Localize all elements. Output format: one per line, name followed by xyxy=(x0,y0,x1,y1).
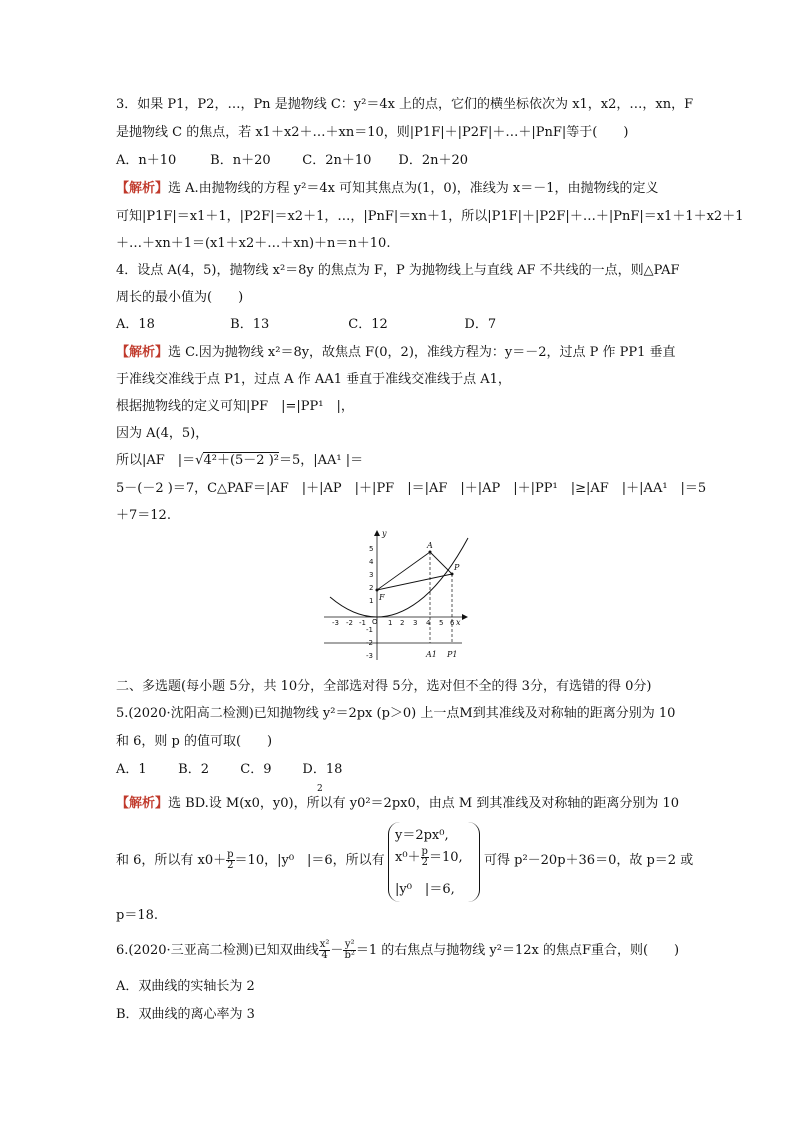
q3-option-c: C．2n＋10 xyxy=(302,153,372,168)
q3-option-d: D．2n＋20 xyxy=(398,153,469,168)
q4-sqrt-expression: 4²＋(5－2 )² xyxy=(203,453,279,468)
y-tick-5: 5 xyxy=(369,545,374,553)
x-tick-neg3: -3 xyxy=(332,619,339,627)
fraction-numerator: x² xyxy=(319,939,330,950)
fraction-numerator: p xyxy=(421,846,428,857)
system-eq2-suffix: ＝10, xyxy=(428,850,463,865)
solution-tag: 【解析】 xyxy=(116,345,169,360)
q6-stem-prefix: 6.(2020·三亚高二检测)已知双曲线 xyxy=(116,943,319,958)
fraction-denominator: b² xyxy=(344,950,355,961)
fraction-y2-over-b2 xyxy=(343,940,355,961)
q3-option-a: A．n＋10 xyxy=(116,153,177,168)
y-tick-3: 3 xyxy=(369,571,374,579)
q5-solution-line1 xyxy=(116,795,679,813)
q4-solution-line6: 5－(－2 )＝7，C△PAF＝|AF |＋|AP |＋|PF |＝|AF |＋|AP |＋|PP¹ |≥|AF |＋|AA¹ |＝5 xyxy=(116,481,707,496)
q3-solution-text1: 选 A.由抛物线的方程 y²＝4x 可知其焦点为(1，0)，准线为 x＝－1，由抛物线的定义 xyxy=(168,181,659,196)
q4-solution-text1: 选 C.因为抛物线 x²＝8y，故焦点 F(0，2)，准线方程为：y＝－2，过点 P 作 PP1 垂直 xyxy=(168,345,676,360)
q4-option-c: C．12 xyxy=(348,317,388,332)
q4-solution-line3: 根据抛物线的定义可知|PF |=|PP¹ |， xyxy=(116,399,354,414)
x-axis-arrow xyxy=(462,614,468,620)
q3-stem-line2: 是抛物线 C 的焦点，若 x1＋x2＋…＋xn＝10，则|P1F|＋|P2F|＋…＋|PnF|等于( ) xyxy=(116,125,629,140)
label-a1: A1 xyxy=(426,650,437,659)
q5-sol2-middle: ＝10，|y⁰ |＝6，所以有 xyxy=(234,853,385,868)
x-tick-6: 6 xyxy=(450,619,455,627)
label-f: F xyxy=(379,593,385,602)
q3-options xyxy=(116,152,468,170)
x-tick-5: 5 xyxy=(439,619,444,627)
section-heading: 二、多选题(每小题 5分，共 10分，全部选对得 5分，选对但不全的得 3分，有选错的得 0分) xyxy=(116,679,652,694)
minus-sign: － xyxy=(330,943,344,958)
y-tick-neg3: -3 xyxy=(366,652,373,660)
axis-x-label: x xyxy=(456,618,461,627)
q5-stem-line2: 和 6，则 p 的值可取( ) xyxy=(116,734,273,749)
q5-solution-text1: 选 BD.设 M(x0，y0)，所以有 y0²＝2px0，由点 M 到其准线及对称轴的距离分别为 10 xyxy=(168,796,680,811)
q4-options xyxy=(116,316,496,334)
label-p: P xyxy=(454,563,460,572)
q5-options xyxy=(116,761,342,779)
q5-option-c: C．9 xyxy=(240,762,272,777)
q3-option-b: B．n＋20 xyxy=(210,153,271,168)
x-tick-neg1: -1 xyxy=(359,619,366,627)
q4-solution-line2: 于准线交准线于点 P1，过点 A 作 AA1 垂直于准线交准线于点 A1， xyxy=(116,372,511,387)
fraction-denominator: 4 xyxy=(321,950,328,961)
point-p xyxy=(451,573,454,576)
q5-solution-line3: p＝18. xyxy=(116,908,158,923)
q5-sol2-prefix: 和 6，所以有 x0＋ xyxy=(116,853,227,868)
q3-solution-line3: ＋…＋xn＋1＝(x1＋x2＋…＋xn)＋n＝n＋10. xyxy=(116,236,391,251)
fraction-denominator: 2 xyxy=(421,857,428,868)
system-eq2 xyxy=(395,846,463,868)
q3-stem-line1: 3．如果 P1，P2，…，Pn 是抛物线 C：y²＝4x 上的点，它们的横坐标依次为 x1，x2，…，xn，F xyxy=(116,97,694,112)
q5-solution-line2 xyxy=(116,850,385,871)
fraction-x2-over-4 xyxy=(319,940,331,961)
q4-stem-line1: 4．设点 A(4，5)，抛物线 x²＝8y 的焦点为 F，P 为抛物线上与直线 AF 不共线的一点，则△PAF xyxy=(116,263,680,278)
x-tick-4: 4 xyxy=(426,619,431,627)
x-tick-neg2: -2 xyxy=(346,619,353,627)
q3-solution-line1 xyxy=(116,180,659,198)
q4-sol5-suffix: ＝5，|AA¹ |＝ xyxy=(278,453,364,468)
q4-solution-line5: 所以|AF |＝√4²＋(5－2 )²＝5，|AA¹ |＝ xyxy=(116,453,364,468)
y-tick-2: 2 xyxy=(369,584,374,592)
axis-y-label: y xyxy=(382,529,387,538)
y-tick-4: 4 xyxy=(369,558,374,566)
q4-option-d: D．7 xyxy=(464,317,497,332)
q4-option-a: A．18 xyxy=(116,317,155,332)
q5-option-b: B．2 xyxy=(178,762,209,777)
y-tick-1: 1 xyxy=(369,597,374,605)
x-tick-1: 1 xyxy=(388,619,393,627)
q6-option-b: B．双曲线的离心率为 3 xyxy=(116,1007,255,1022)
y-tick-neg1: -1 xyxy=(366,626,373,634)
label-p1: P1 xyxy=(447,650,458,659)
q4-solution-line7: ＋7＝12. xyxy=(116,508,171,523)
q6-stem-suffix: ＝1 的右焦点与抛物线 y²＝12x 的焦点F重合，则( ) xyxy=(355,943,680,958)
q5-stem-line1: 5.(2020·沈阳高二检测)已知抛物线 y²＝2px (p＞0) 上一点M到其准线及对称轴的距离分别为 10 xyxy=(116,706,676,721)
q3-solution-line2: 可知|P1F|＝x1＋1，|P2F|＝x2＋1，…，|PnF|＝xn＋1，所以|P1F|＋|P2F|＋…＋|PnF|＝x1＋1＋x2＋1 xyxy=(116,209,744,224)
point-a xyxy=(429,551,432,554)
parabola-figure xyxy=(322,528,472,663)
fraction-p-over-2 xyxy=(421,847,429,868)
fraction-denominator: 2 xyxy=(227,860,234,871)
q6-stem-line1 xyxy=(116,940,679,961)
q5-option-d: D．18 xyxy=(302,762,343,777)
y-tick-neg2: -2 xyxy=(366,639,373,647)
origin-label: O xyxy=(372,618,378,626)
system-eq1: y＝2px⁰, xyxy=(395,828,449,843)
system-eq3: |y⁰ |＝6, xyxy=(395,882,455,897)
q4-sol5-prefix: 所以|AF |＝ xyxy=(116,453,196,468)
fraction-p-over-2 xyxy=(226,850,234,871)
q6-option-a: A．双曲线的实轴长为 2 xyxy=(116,979,255,994)
q5-sol1-superscript: 2 xyxy=(317,784,323,794)
q4-stem-line2: 周长的最小值为( ) xyxy=(116,290,244,305)
q4-option-b: B．13 xyxy=(230,317,270,332)
q4-solution-line1 xyxy=(116,344,676,362)
fraction-numerator: y² xyxy=(344,939,355,950)
parabola-curve xyxy=(330,538,468,617)
y-axis-arrow xyxy=(374,530,380,536)
q4-solution-line4: 因为 A(4，5)， xyxy=(116,426,209,441)
x-tick-3: 3 xyxy=(413,619,418,627)
x-tick-2: 2 xyxy=(400,619,405,627)
system-eq2-prefix: x⁰＋ xyxy=(395,850,421,865)
equation-system xyxy=(388,822,480,902)
point-f xyxy=(376,589,379,592)
fraction-numerator: p xyxy=(227,849,234,860)
q5-solution-line2-end: 可得 p²－20p＋36＝0，故 p＝2 或 xyxy=(484,853,694,868)
q5-option-a: A．1 xyxy=(116,762,147,777)
solution-tag: 【解析】 xyxy=(116,181,169,196)
segment-ap xyxy=(430,552,452,574)
solution-tag: 【解析】 xyxy=(116,796,169,811)
label-a: A xyxy=(427,541,433,550)
